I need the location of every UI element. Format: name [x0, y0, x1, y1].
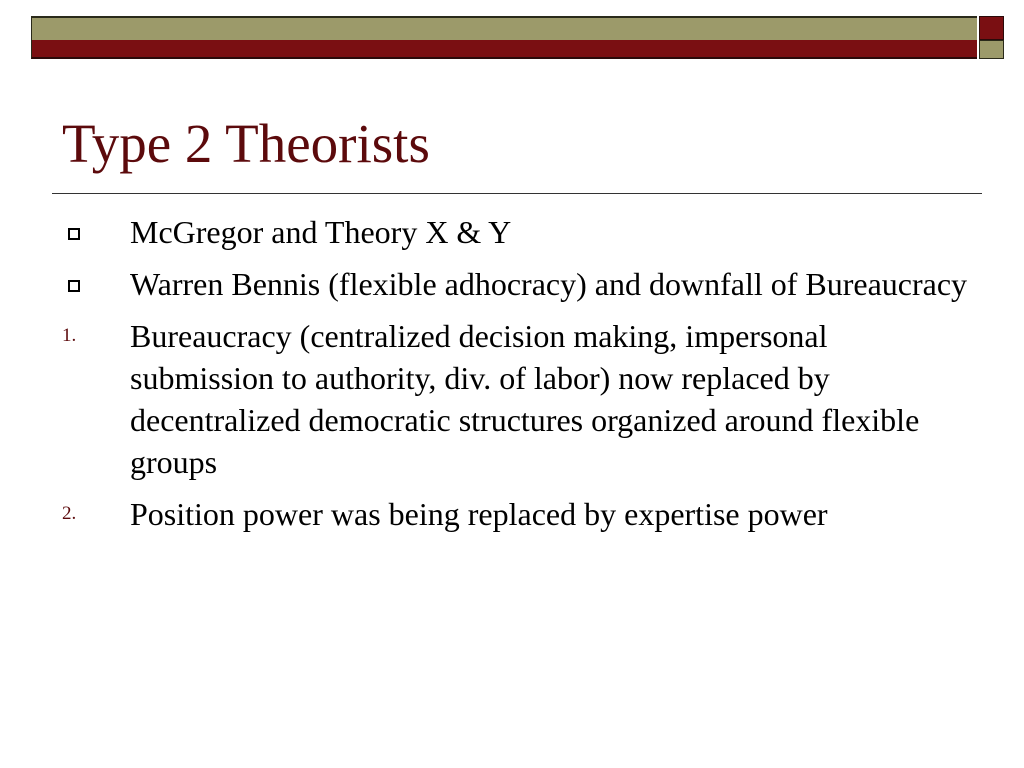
header-corner-square-olive [979, 40, 1004, 59]
bullet-text: Position power was being replaced by expertise power [130, 496, 828, 532]
list-number: 2. [62, 503, 77, 524]
hollow-square-bullet-icon [68, 228, 80, 240]
bullet-list [62, 211, 972, 545]
bullet-item-2 [62, 263, 972, 305]
bullet-text: McGregor and Theory X & Y [130, 214, 512, 250]
title-divider [52, 193, 982, 194]
bullet-item-1 [62, 211, 972, 253]
list-number: 1. [62, 325, 77, 346]
bullet-text: Warren Bennis (flexible adhocracy) and downfall of Bureaucracy [130, 266, 968, 302]
numbered-item-2 [62, 493, 972, 535]
header-band-olive [31, 16, 977, 40]
header-band-maroon [31, 40, 977, 59]
hollow-square-bullet-icon [68, 280, 80, 292]
header-corner-square-maroon [979, 16, 1004, 40]
slide-title: Type 2 Theorists [62, 113, 430, 174]
numbered-item-1 [62, 315, 972, 483]
bullet-text: Bureaucracy (centralized decision making, impersonal submission to authority, div. of labor) now replaced by decentralized democratic structures organized around flexible groups [130, 318, 920, 480]
